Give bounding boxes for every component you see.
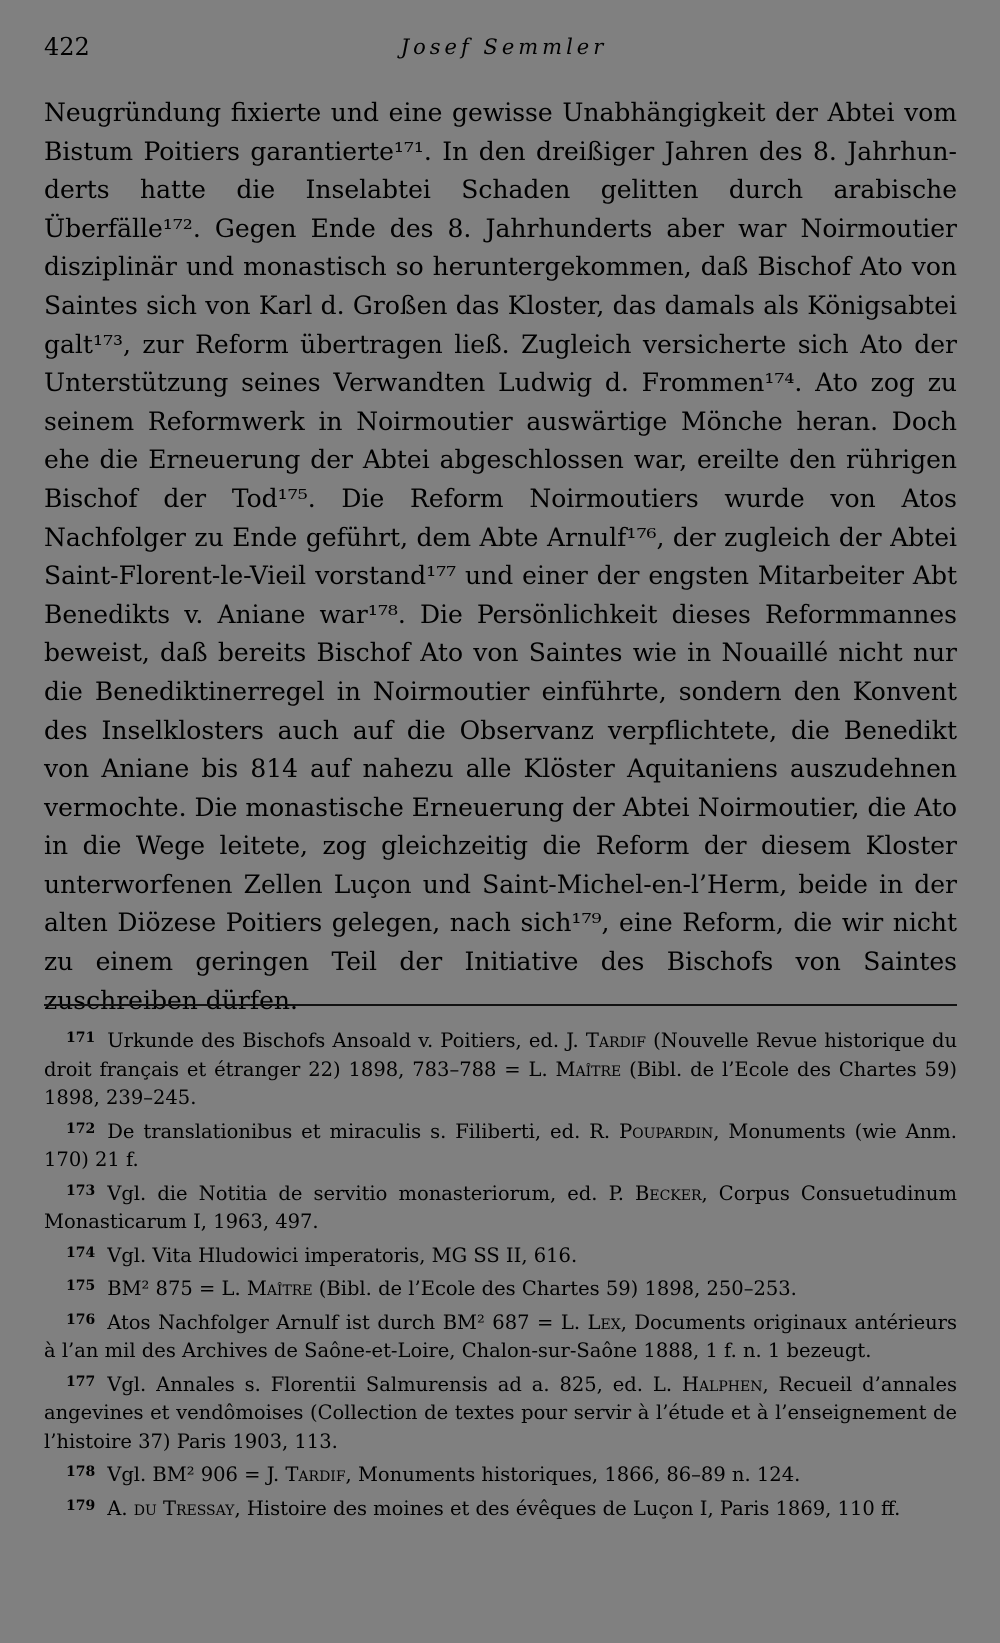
- footnote-text: Vgl. Vita Hludowici imperatoris, MG SS II, 616.: [107, 1243, 578, 1267]
- page-number: 422: [44, 33, 90, 61]
- footnote-number: 175: [66, 1278, 96, 1294]
- footnote-number: 172: [66, 1120, 96, 1137]
- footnote-text: Urkunde des Bischofs Ansoald v. Poitiers, ed. J. Tardif (Nouvelle Revue historique du droit français et étranger 22) 1898, 783–788 = L. Maître (Bibl. de l’Ecole des Chartes 59) 1898, 239–245.: [44, 1029, 958, 1109]
- running-title: Josef Semmler: [400, 35, 608, 59]
- footnote-number: 179: [66, 1497, 96, 1514]
- footnote-text: A. du Tressay, Histoire des moines et des évêques de Luçon I, Paris 1869, 110 ff.: [107, 1496, 901, 1520]
- footnote-text: BM² 875 = L. Maître (Bibl. de l’Ecole des Chartes 59) 1898, 250–253.: [107, 1277, 797, 1300]
- footnote-number: 171: [66, 1030, 96, 1046]
- body-paragraph: Neugründung fixierte und eine gewisse Unabhängigkeit der Abtei vom Bistum Poitiers garantierte¹⁷¹. In den dreißiger Jahren des 8. Jahrhunderts hatte die Inselabtei Schaden gelitten durch arabische Überfälle¹⁷². Gegen Ende des 8. Jahrhunderts aber war Noirmoutier disziplinär und monastisch so heruntergekommen, daß Bischof Ato von Saintes sich von Karl d. Großen das Kloster, das damals als Königsabtei galt¹⁷³, zur Reform übertragen ließ. Zugleich versicherte sich Ato der Unterstützung seines Verwandten Ludwig d. Frommen¹⁷⁴. Ato zog zu seinem Reformwerk in Noirmoutier auswärtige Mönche heran. Doch ehe die Erneuerung der Abtei abgeschlossen war, ereilte den rührigen Bischof der Tod¹⁷⁵. Die Reform Noirmoutiers wurde von Atos Nachfolger zu Ende geführt, dem Abte Arnulf¹⁷⁶, der zugleich der Abtei Saint-Florent-le-Vieil vorstand¹⁷⁷ und einer der engsten Mitarbeiter Abt Benedikts v. Aniane war¹⁷⁸. Die Persönlichkeit dieses Reformmannes beweist, daß bereits Bischof Ato von Saintes wie in Nouaillé nicht nur die Benediktinerregel in Noirmoutier einführte, sondern den Konvent des Inselklosters auch auf die Observanz verpflichtete, die Benedikt von Aniane bis 814 auf nahezu alle Klöster Aquitaniens auszudehnen vermochte. Die monastische Erneuerung der Abtei Noirmoutier, die Ato in die Wege leitete, zog gleichzeitig die Reform der diesem Kloster unterworfenen Zellen Luçon und Saint-Michel-en-l’Herm, beide in der alten Diözese Poitiers gelegen, nach sich¹⁷⁹, eine Reform, die wir nicht zu einem geringen Teil der Initiative des Bischofs von Saintes zuschreiben dürfen.: [44, 98, 957, 1015]
- footnote-174: [44, 1239, 957, 1271]
- footnote-175: [44, 1272, 957, 1304]
- footnote-176: [44, 1306, 957, 1366]
- footnote-number: 177: [66, 1373, 96, 1390]
- footnote-number: 174: [66, 1244, 96, 1261]
- footnote-text: De translationibus et miraculis s. Filiberti, ed. R. Poupardin, Monuments (wie Anm. 170) 21 f.: [44, 1119, 957, 1171]
- page-header: [44, 33, 964, 69]
- footnote-171: [44, 1024, 957, 1113]
- footnotes: [44, 1024, 957, 1525]
- footnote-text: Vgl. die Notitia de servitio monasteriorum, ed. P. Becker, Corpus Consuetudinum Monasticarum I, 1963, 497.: [44, 1181, 957, 1233]
- footnote-text: Atos Nachfolger Arnulf ist durch BM² 687 = L. Lex, Documents originaux antérieurs à l’an mil des Archives de Saône-et-Loire, Chalon-sur-Saône 1888, 1 f. n. 1 bezeugt.: [44, 1310, 957, 1362]
- footnote-text: Vgl. BM² 906 = J. Tardif, Monuments historiques, 1866, 86–89 n. 124.: [107, 1463, 801, 1486]
- footnote-172: [44, 1115, 957, 1175]
- footnote-177: [44, 1368, 957, 1457]
- footnote-178: [44, 1458, 957, 1490]
- footnote-number: 173: [66, 1182, 96, 1199]
- footnote-179: [44, 1492, 957, 1524]
- footnote-number: 178: [66, 1464, 96, 1480]
- footnote-text: Vgl. Annales s. Florentii Salmurensis ad a. 825, ed. L. Halphen, Recueil d’annales angevines et vendômoises (Collection de textes pour servir à l’étude et à l’enseignement de l’histoire 37) Paris 1903, 113.: [44, 1372, 957, 1453]
- footnote-number: 176: [66, 1311, 96, 1328]
- footnote-173: [44, 1177, 957, 1237]
- footnote-divider: [44, 1004, 957, 1006]
